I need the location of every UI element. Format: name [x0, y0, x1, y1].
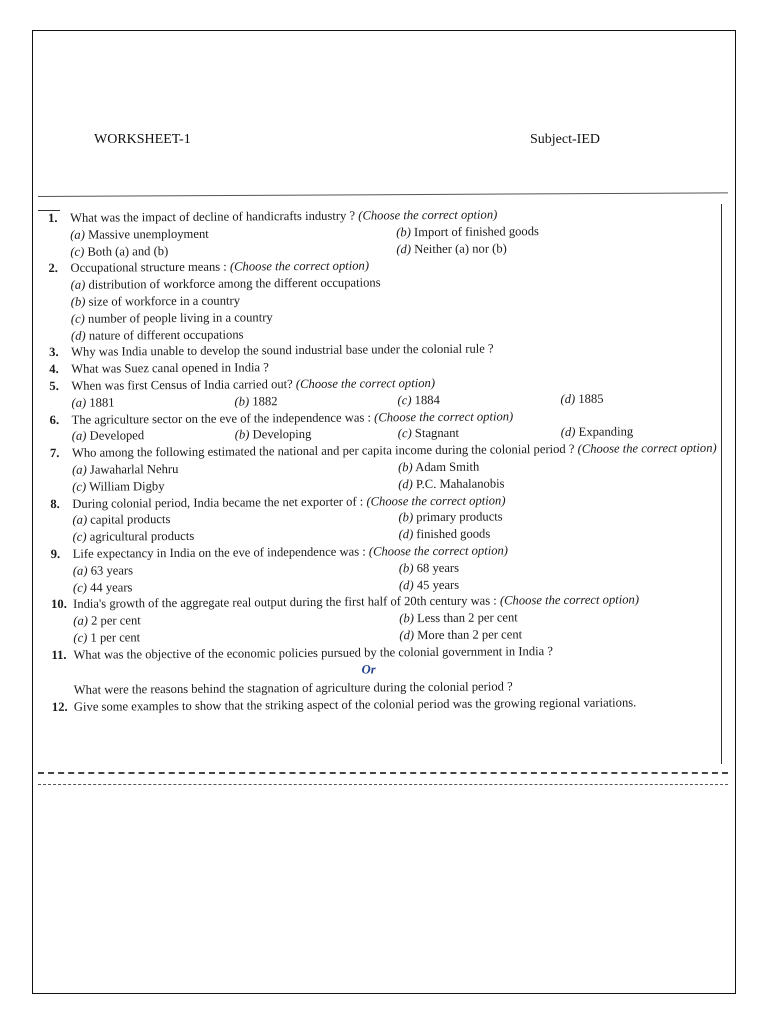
option-c: (c) Stagnant: [397, 426, 460, 441]
option-c: (c) 1884: [397, 392, 440, 408]
question-number: 5.: [49, 378, 59, 393]
option-a: (a) 2 per cent: [73, 613, 141, 628]
question-text: Occupational structure means :: [70, 259, 227, 276]
question-hint: (Choose the correct option): [368, 543, 509, 559]
question-number: 10.: [51, 597, 67, 612]
option-d: (d) finished goods: [398, 526, 491, 542]
question-text: The agriculture sector on the eve of the independence was :: [71, 410, 372, 427]
question-hint: (Choose the correct option): [229, 258, 370, 274]
question-9: [51, 541, 725, 597]
scan-bottom-dashed-rule: [38, 772, 728, 785]
question-number: 2.: [48, 261, 58, 276]
option-c: (c) Both (a) and (b): [70, 243, 169, 259]
question-7: [50, 440, 724, 496]
question-number: 9.: [50, 546, 61, 561]
question-number: 8.: [50, 496, 60, 511]
option-b: (b) primary products: [398, 509, 503, 525]
question-hint: (Choose the correct option): [499, 592, 640, 608]
question-1: [48, 205, 722, 261]
question-text: India's growth of the aggregate real output during the first half of 20th century was :: [73, 593, 497, 612]
option-d: (d) nature of different occupations: [70, 327, 244, 343]
question-list: [48, 205, 726, 716]
option-a: (a) Massive unemployment: [70, 226, 209, 242]
alternative-question-text: What were the reasons behind the stagnation of agriculture during the colonial period ?: [73, 679, 513, 698]
option-b: (b) size of workforce in a country: [70, 293, 241, 309]
option-d: (d) 45 years: [398, 577, 460, 592]
question-text: Give some examples to show that the striking aspect of the colonial period was the growing regional variations.: [73, 695, 637, 714]
question-2: [48, 255, 723, 344]
question-text: What was the objective of the economic policies pursued by the colonial government in India ?: [73, 643, 554, 662]
question-number: 4.: [49, 362, 59, 377]
option-a: (a) capital products: [72, 512, 171, 528]
question-number: 1.: [48, 210, 58, 225]
option-b: (b) Adam Smith: [397, 459, 480, 475]
worksheet-title: WORKSHEET-1: [94, 132, 191, 147]
question-text: Life expectancy in India on the eve of independence was :: [72, 544, 366, 561]
option-b: (b) Import of finished goods: [396, 223, 539, 240]
question-8: [50, 490, 724, 546]
question-hint: (Choose the correct option): [577, 440, 717, 457]
question-5: [49, 373, 723, 412]
question-text: When was first Census of India carried out?: [71, 377, 293, 393]
option-d: (d) P.C. Mahalanobis: [398, 476, 505, 492]
question-number: 6.: [49, 412, 60, 427]
question-text: What was the impact of decline of handicrafts industry ?: [70, 208, 356, 225]
option-d: (d) 1885: [560, 391, 604, 406]
question-hint: (Choose the correct option): [295, 375, 436, 392]
question-number: 3.: [49, 345, 59, 360]
question-number: 11.: [51, 647, 67, 662]
option-a: (a) 63 years: [72, 563, 134, 578]
option-c: (c) 1 per cent: [73, 630, 141, 645]
option-d: (d) Neither (a) nor (b): [396, 240, 507, 256]
option-a: (a) 1881: [71, 395, 115, 410]
option-a: (a) distribution of workforce among the different occupations: [70, 275, 381, 293]
option-c: (c) William Digby: [72, 478, 165, 494]
option-a: (a) Jawaharlal Nehru: [71, 461, 179, 477]
option-a: (a) Developed: [71, 428, 145, 444]
option-d: (d) More than 2 per cent: [399, 627, 523, 643]
subject-label: Subject-IED: [530, 132, 600, 147]
question-hint: (Choose the correct option): [366, 492, 506, 509]
question-hint: (Choose the correct option): [374, 408, 514, 425]
question-text: What was Suez canal opened in India ?: [71, 360, 269, 376]
question-number: 12.: [51, 699, 68, 715]
or-separator: Or: [361, 661, 376, 677]
question-number: 7.: [49, 446, 60, 461]
option-d: (d) Expanding: [560, 424, 634, 440]
question-hint: (Choose the correct option): [358, 207, 498, 223]
question-10: [51, 591, 725, 647]
option-b: (b) 1882: [234, 393, 278, 409]
question-text: During colonial period, India became the net exporter of :: [72, 494, 364, 511]
question-text: Why was India unable to develop the sound industrial base under the colonial rule ?: [71, 341, 494, 360]
question-6: [50, 406, 724, 445]
option-b: (b) Less than 2 per cent: [399, 610, 518, 626]
question-text: Who among the following estimated the national and per capita income during the colonial period ?: [71, 442, 575, 460]
option-b: (b) Developing: [234, 427, 312, 442]
option-c: (c) agricultural products: [72, 529, 195, 544]
option-c: (c) 44 years: [72, 579, 133, 595]
option-b: (b) 68 years: [398, 560, 460, 575]
option-c: (c) number of people living in a country: [70, 310, 273, 326]
